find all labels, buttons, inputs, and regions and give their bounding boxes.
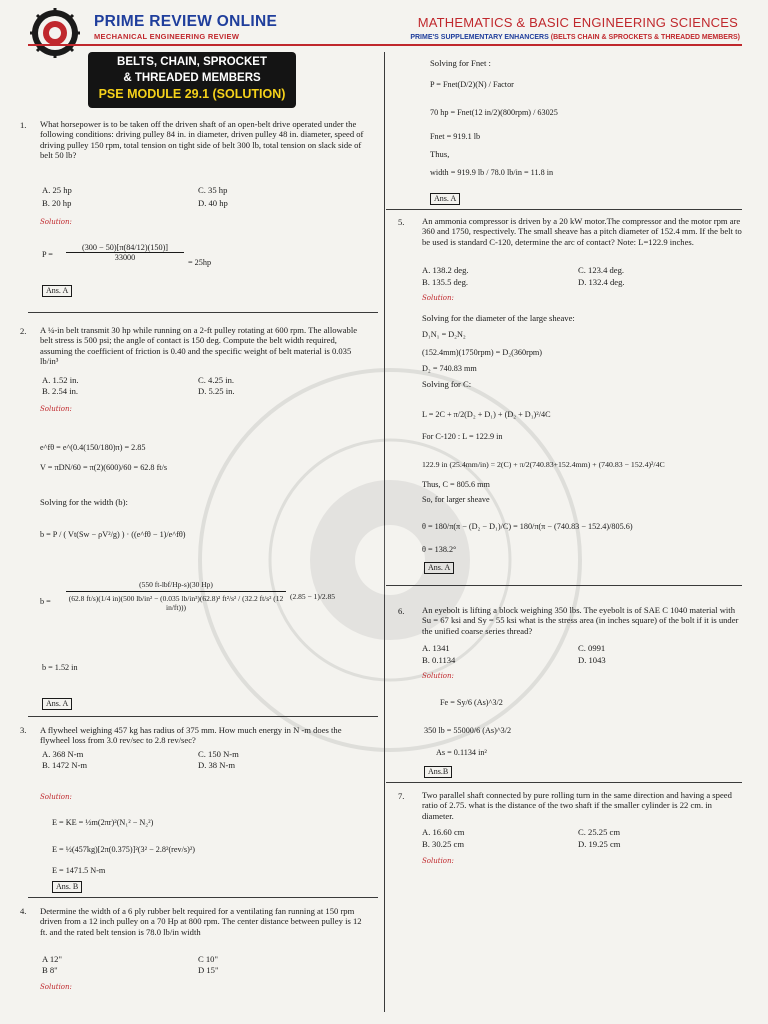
- q2-text: A ¼-in belt transmit 30 hp while running on a 2-ft pulley rotating at 600 rpm. The allowable belt stress is 500 psi; the angle of contact is 150 deg. Compute the belt width required, assuming the coefficient of friction is 0.40 and the specific weight of belt material is 0.035 lb/in³: [40, 325, 358, 367]
- q3-option-a: A. 368 N-m: [42, 749, 84, 759]
- q2-solution-label: Solution:: [40, 405, 72, 413]
- q7-text: Two parallel shaft connected by pure rolling turn in the same direction and having a speed ratio of 2.75. what is the distance of the two shaft if the smaller cylinder is 22 cm. in diameter.: [422, 790, 732, 821]
- divider-q1: [28, 312, 378, 313]
- q4-r5: Thus,: [430, 149, 450, 159]
- badge-line-3: PSE MODULE 29.1 (SOLUTION): [98, 87, 286, 101]
- q5-option-c: C. 123.4 deg.: [578, 265, 625, 275]
- q1-equation: [66, 243, 184, 262]
- q1-result: = 25hp: [188, 258, 212, 267]
- q4-answer: Ans. A: [430, 193, 460, 205]
- q3-text: A flywheel weighing 457 kg has radius of 375 mm. How much energy in N -m does the flywheel loss from 3.0 rev/sec to 2.8 rev/sec?: [40, 725, 342, 746]
- q7-option-a: A. 16.60 cm: [422, 827, 465, 837]
- q5-solution-label: Solution:: [422, 294, 454, 302]
- q5-option-b: B. 135.5 deg.: [422, 277, 469, 287]
- q1-text: What horsepower is to be taken off the driven shaft of an open-belt drive operated under the following conditions: driving pulley 84 in. in diameter, driven pulley 48 in. diameter, speed of driving pulley 150 rpm, total tension on tight side of belt 300 lb, total tension on slack side of belt 50 lb?: [40, 119, 364, 161]
- q5-text: An ammonia compressor is driven by a 20 kW motor.The compressor and the motor rpm are 360 and 1750, respectively. The small sheave has a pitch diameter of 152.4 mm. If the belt to be used is standard C-120, determine the arc of contact? Note: L=122.9 inches.: [422, 216, 742, 247]
- divider-q4: [386, 209, 742, 210]
- header-right-subtitle: [410, 34, 740, 41]
- badge-line-2: & THREADED MEMBERS: [123, 72, 261, 84]
- q5-r9: Thus, C = 805.6 mm: [422, 480, 490, 489]
- q4-text: Determine the width of a 6 ply rubber belt required for a ventilating fan running at 150 rpm driven from a 12 inch pulley on a 70 Hp at 800 rpm. The center distance between pulley is 12 ft. and the rated belt tension is 78.0 lb/in width: [40, 906, 362, 937]
- q6-answer: Ans.B: [424, 766, 452, 778]
- q7-option-c: C. 25.25 cm: [578, 827, 621, 837]
- q5-r8: 122.9 in (25.4mm/in) = 2(C) + π/2(740.83+152.4mm) + (740.83 − 152.4)²/4C: [422, 460, 665, 469]
- divider-q2: [28, 716, 378, 717]
- q3-option-b: B. 1472 N-m: [42, 760, 88, 770]
- q5-r6: L = 2C + π/2(D₂ + D₁) + (D₂ + D₁)²/4C: [422, 410, 551, 419]
- q2-b-formula: b = P / ( Vt(Sw − ρV²/g) ) · ((e^fθ − 1)/e^fθ): [40, 530, 186, 539]
- q1-denominator: 33000: [114, 253, 136, 262]
- q2-answer: Ans. A: [42, 698, 72, 710]
- header-rule: [28, 44, 742, 46]
- q2-option-d: D. 5.25 in.: [198, 386, 235, 396]
- header-title: PRIME REVIEW ONLINE: [94, 13, 278, 30]
- q5-r7: For C-120 : L = 122.9 in: [422, 432, 503, 441]
- q2-b-numerator: (550 ft-lbf/Hp-s)(30 Hp): [66, 580, 286, 592]
- q2-friction-eq: e^fθ = e^(0.4(150/180)π) = 2.85: [40, 443, 146, 452]
- q5-option-a: A. 138.2 deg.: [422, 265, 469, 275]
- q4-option-d: D 15": [198, 965, 219, 975]
- q7-option-d: D. 19.25 cm: [578, 839, 621, 849]
- q2-option-c: C. 4.25 in.: [198, 375, 235, 385]
- module-badge: [88, 52, 296, 108]
- q6-option-d: D. 1043: [578, 655, 606, 665]
- header-right-title: MATHEMATICS & BASIC ENGINEERING SCIENCES: [417, 15, 738, 30]
- q2-b-result: b = 1.52 in: [42, 663, 78, 672]
- q2-width-label: Solving for the width (b):: [40, 497, 128, 507]
- badge-line-1: BELTS, CHAIN, SPROCKET: [117, 56, 267, 68]
- q6-text: An eyebolt is lifting a block weighing 350 lbs. The eyebolt is of SAE C 1040 material with Su = 67 ksi and Sy = 55 ksi what is the stress area (in inches square) of the bolt if it is under the unified coarse series thread?: [422, 605, 739, 636]
- q3-solution-label: Solution:: [40, 793, 72, 801]
- q3-number: 3.: [20, 725, 27, 735]
- watermark-seal-icon: [190, 360, 590, 760]
- q7-number: 7.: [398, 791, 405, 801]
- q5-r5: Solving for C:: [422, 379, 472, 389]
- q5-option-d: D. 132.4 deg.: [578, 277, 625, 287]
- q4-option-a: A 12": [42, 954, 62, 964]
- header-right-subtitle-b: (BELTS CHAIN & SPROCKETS & THREADED MEMBERS): [550, 34, 740, 41]
- q5-r2: D₁N₁ = D₂N₂: [422, 330, 466, 339]
- q1-numerator: (300 − 50)[π(84/12)(150)]: [66, 243, 184, 253]
- q7-option-b: B. 30.25 cm: [422, 839, 465, 849]
- q4-r6: width = 919.9 lb / 78.0 lb/in = 11.8 in: [430, 168, 554, 177]
- q4-r3: 70 hp = Fnet(12 in/2)(800rpm) / 63025: [430, 108, 558, 117]
- q1-number: 1.: [20, 120, 27, 130]
- q4-r4: Fnet = 919.1 lb: [430, 132, 481, 141]
- q3-eq3: E = 1471.5 N-m: [52, 866, 106, 875]
- prime-review-logo-icon: [30, 8, 80, 58]
- q6-r3: As = 0.1134 in²: [436, 748, 487, 757]
- header-subtitle: MECHANICAL ENGINEERING REVIEW: [94, 32, 240, 41]
- q3-answer: Ans. B: [52, 881, 82, 893]
- q2-option-b: B. 2.54 in.: [42, 386, 79, 396]
- q4-option-c: C 10": [198, 954, 218, 964]
- q5-r11: θ = 180/π(π − (D₂ − D₁)/C) = 180/π(π − (740.83 − 152.4)/805.6): [422, 522, 633, 531]
- q6-number: 6.: [398, 606, 405, 616]
- q4-solution-label: Solution:: [40, 983, 72, 991]
- q1-option-c: C. 35 hp: [198, 185, 228, 195]
- q6-option-c: C. 0991: [578, 643, 606, 653]
- q4-r1: Solving for Fnet :: [430, 58, 491, 68]
- q6-option-b: B. 0.1134: [422, 655, 456, 665]
- q6-r2: 350 lb = 55000/6 (As)^3/2: [424, 726, 512, 735]
- q1-p-label: P =: [42, 250, 53, 259]
- q1-option-a: A. 25 hp: [42, 185, 72, 195]
- q1-answer: Ans. A: [42, 285, 72, 297]
- q4-number: 4.: [20, 906, 27, 916]
- q4-r2: P = Fnet(D/2)(N) / Factor: [430, 80, 514, 89]
- divider-q3: [28, 897, 378, 898]
- q6-r1: Fe = Sy/6 (As)^3/2: [440, 698, 503, 707]
- q3-eq2: E = ½(457kg)[2π(0.375)]²(3² − 2.8²(rev/s)²): [52, 845, 196, 854]
- q2-velocity-eq: V = πDN/60 = π(2)(600)/60 = 62.8 ft/s: [40, 463, 168, 472]
- q7-solution-label: Solution:: [422, 857, 454, 865]
- q6-option-a: A. 1341: [422, 643, 450, 653]
- header-right-subtitle-a: PRIME'S SUPPLEMENTARY ENHANCERS: [410, 34, 549, 41]
- q1-option-b: B. 20 hp: [42, 198, 72, 208]
- q3-option-d: D. 38 N-m: [198, 760, 235, 770]
- q2-b-substitution: [66, 580, 286, 612]
- q2-option-a: A. 1.52 in.: [42, 375, 79, 385]
- q5-number: 5.: [398, 217, 405, 227]
- q2-b-label: b =: [40, 597, 51, 606]
- q5-r1: Solving for the diameter of the large sheave:: [422, 313, 575, 323]
- q1-solution-label: Solution:: [40, 218, 72, 226]
- q2-number: 2.: [20, 326, 27, 336]
- q5-r3: (152.4mm)(1750rpm) = D₂(360rpm): [422, 348, 543, 357]
- q4-option-b: B 8": [42, 965, 58, 975]
- q2-b-factor: (2.85 − 1)/2.85: [290, 592, 336, 601]
- divider-q5: [386, 585, 742, 586]
- q6-solution-label: Solution:: [422, 672, 454, 680]
- q5-r4: D₂ = 740.83 mm: [422, 364, 477, 373]
- divider-q6: [386, 782, 742, 783]
- q2-b-denominator: (62.8 ft/s)(1/4 in)(500 lb/in² − (0.035 lb/in³)(62.8)² ft²/s² / (32.2 ft/s² (12 in/ft))): [68, 594, 284, 612]
- q5-answer: Ans. A: [424, 562, 454, 574]
- q3-option-c: C. 150 N-m: [198, 749, 239, 759]
- q3-eq1: E = KE = ½m(2πr)²(N₁² − N₂²): [52, 818, 154, 827]
- q5-r12: θ = 138.2°: [422, 545, 457, 554]
- q5-r10: So, for larger sheave: [422, 495, 490, 504]
- q1-option-d: D. 40 hp: [198, 198, 228, 208]
